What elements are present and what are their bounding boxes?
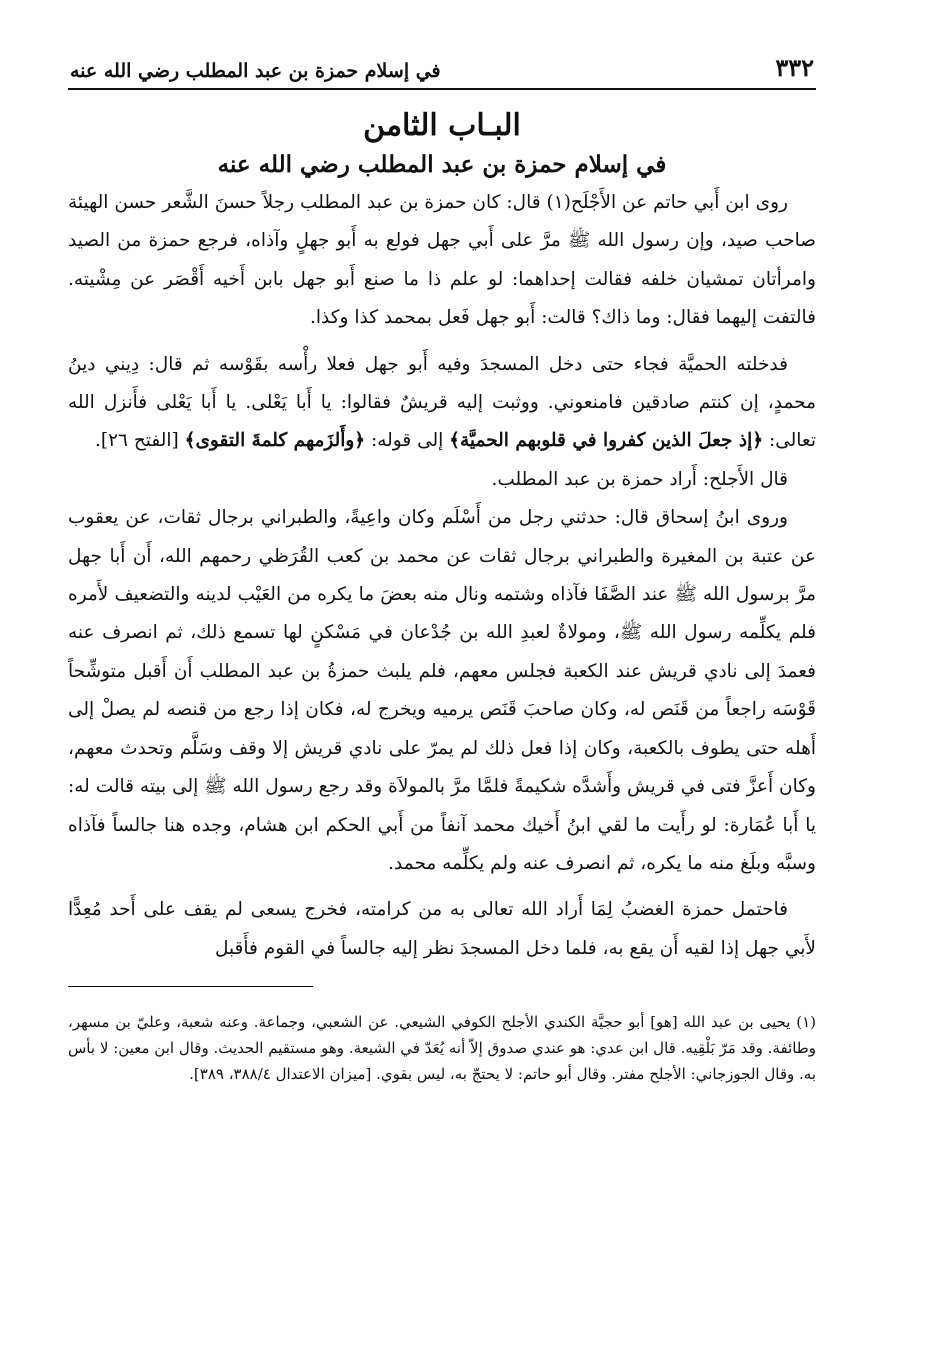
quran-verse-2: ﴿وأَلزَمهم كلمةَ التقوى﴾ <box>184 430 366 452</box>
chapter-title: البـاب الثامن <box>363 108 521 143</box>
paragraph-1: روى ابن أَبي حاتم عن الأَجْلَح(١) قال: كان حمزة بن عبد المطلب رجلاً حسنَ الشَّعر حسن الهيئة صاحب صيد، وإن رسول الله ﷺ مرَّ على أَبي جهل فولع به أَبو جهلٍ وآذاه، فرجع حمزة من الصيد وامرأتان تمشيان خلفه فقالت إحداهما: لو علم ذا ما صنع أَبو جهل بابن أَخيه أَقْصَر عن مِشْيته. فالتفت إليهما فقال: وما ذاك؟ قالت: أَبو جهل فَعل بمحمد كذا وكذا. <box>68 192 816 329</box>
paragraph-4: وروى ابنُ إسحاق قال: حدثني رجل من أَسْلَم وكان واعِيةً، والطبراني برجال ثقات، عن يعقوب عن عتبة بن المغيرة والطبراني برجال ثقات عن محمد بن كعب القُرَظي رحمهم الله، أَن أَبا جهل مرَّ برسول الله ﷺ عند الصَّفَا فآذاه وشتمه ونال منه بعضَ ما يكره من العَيْب لدينه والتضعيف لأَمره فلم يكلِّمه رسول الله ﷺ، ومولاةٌ لعبدِ الله بن جُدْعان في مَسْكنٍ لها تسمع ذلك، ثم انصرف عنه فعمدَ إلى نادي قريش عند الكعبة فجلس معهم، فلم يلبث حمزةُ بن عبد المطلب أَن أَقبل متوشِّحاً قَوْسَه راجعاً من قَنَص له، وكان صاحبَ قَنَص يرميه ويخرج له، فكان إذا رجع من قنصه لم يصلْ إلى أَهله حتى يطوف بالكعبة، وكان إذا فعل ذلك لم يمرّ على نادي قريش إلا وقف وسَلَّم وتحدث معهم، وكان أَعزَّ فتى في قريش وأَشدَّه شكيمةً فلمَّا مرَّ بالمولاَة وقد رجع رسول الله ﷺ إلى بيته قالت له: يا أَبا عُمَارة: لو رأَيت ما لقي ابنُ أَخيك محمد آنفاً من أَبي الحكم ابن هشام، وجده هنا جالساً فآذاه وسبَّه وبلَغ منه ما يكره، ثم انصرف عنه ولم يكلِّمه محمد. <box>68 507 816 874</box>
page-number: ٣٣٢ <box>775 53 814 82</box>
running-header <box>68 48 816 90</box>
footnote: (١) يحيى بن عبد الله [هو] أبو حجيَّة الكندي الأجلح الكوفي الشيعي. عن الشعبي، وجماعة. وعنه شعبة، وعليّ بن مسهر، وطائفة. وقد مَرّ بَلْقِيه. قال ابن عدي: هو عندي صدوق إلاّ أنه يُعَدّ في الشيعة. وهو مستقيم الحديث. وقال ابن معين: لا بأس به. وقال الجوزجاني: الأجلح مفتر. وقال أبو حاتم: لا يحتجّ به، ليس بقوي. [ميزان الاعتدال ٣٨٨/٤، ٣٨٩]. <box>68 1013 816 1084</box>
chapter-subtitle: في إسلام حمزة بن عبد المطلب رضي الله عنه <box>217 151 667 178</box>
paragraph-2 <box>68 346 816 461</box>
running-title: في إسلام حمزة بن عبد المطلب رضي الله عنه <box>70 60 441 82</box>
quran-verse-1: ﴿إذ جعلَ الذين كفروا في قلوبهم الحميَّة﴾ <box>449 430 764 452</box>
footnote-separator <box>68 986 313 987</box>
paragraph-2-text-a: فدخلته الحميَّة فجاء حتى دخل المسجدَ وفيه أَبو جهل فعلا رأْسه بقَوْسه ثم قال: دِيني دينُ محمدٍ، إن كنتم صادقين فامنعوني. ووثبت إليه قريشٌ فقالوا: يا أَبا يَعْلى. يا أَبا يَعْلى فأَنزل الله تعالى: <box>68 353 816 452</box>
paragraph-2-text-c: [الفتح ٢٦]. <box>94 430 185 452</box>
paragraph-5: فاحتمل حمزة الغضبُ لِمَا أَراد الله تعالى به من كرامته، فخرج يسعى لم يقف على أَحد مُعِدًّا لأَبي جهل إذا لقيه أَن يقع به، فلما دخل المسجدَ نظر إليه جالساً في القوم فأَقبل <box>68 899 816 959</box>
paragraph-3: قال الأَجلح: أَراد حمزة بن عبد المطلب. <box>491 468 788 490</box>
paragraph-2-text-b: إلى قوله: <box>365 430 450 452</box>
body-text <box>68 184 816 968</box>
